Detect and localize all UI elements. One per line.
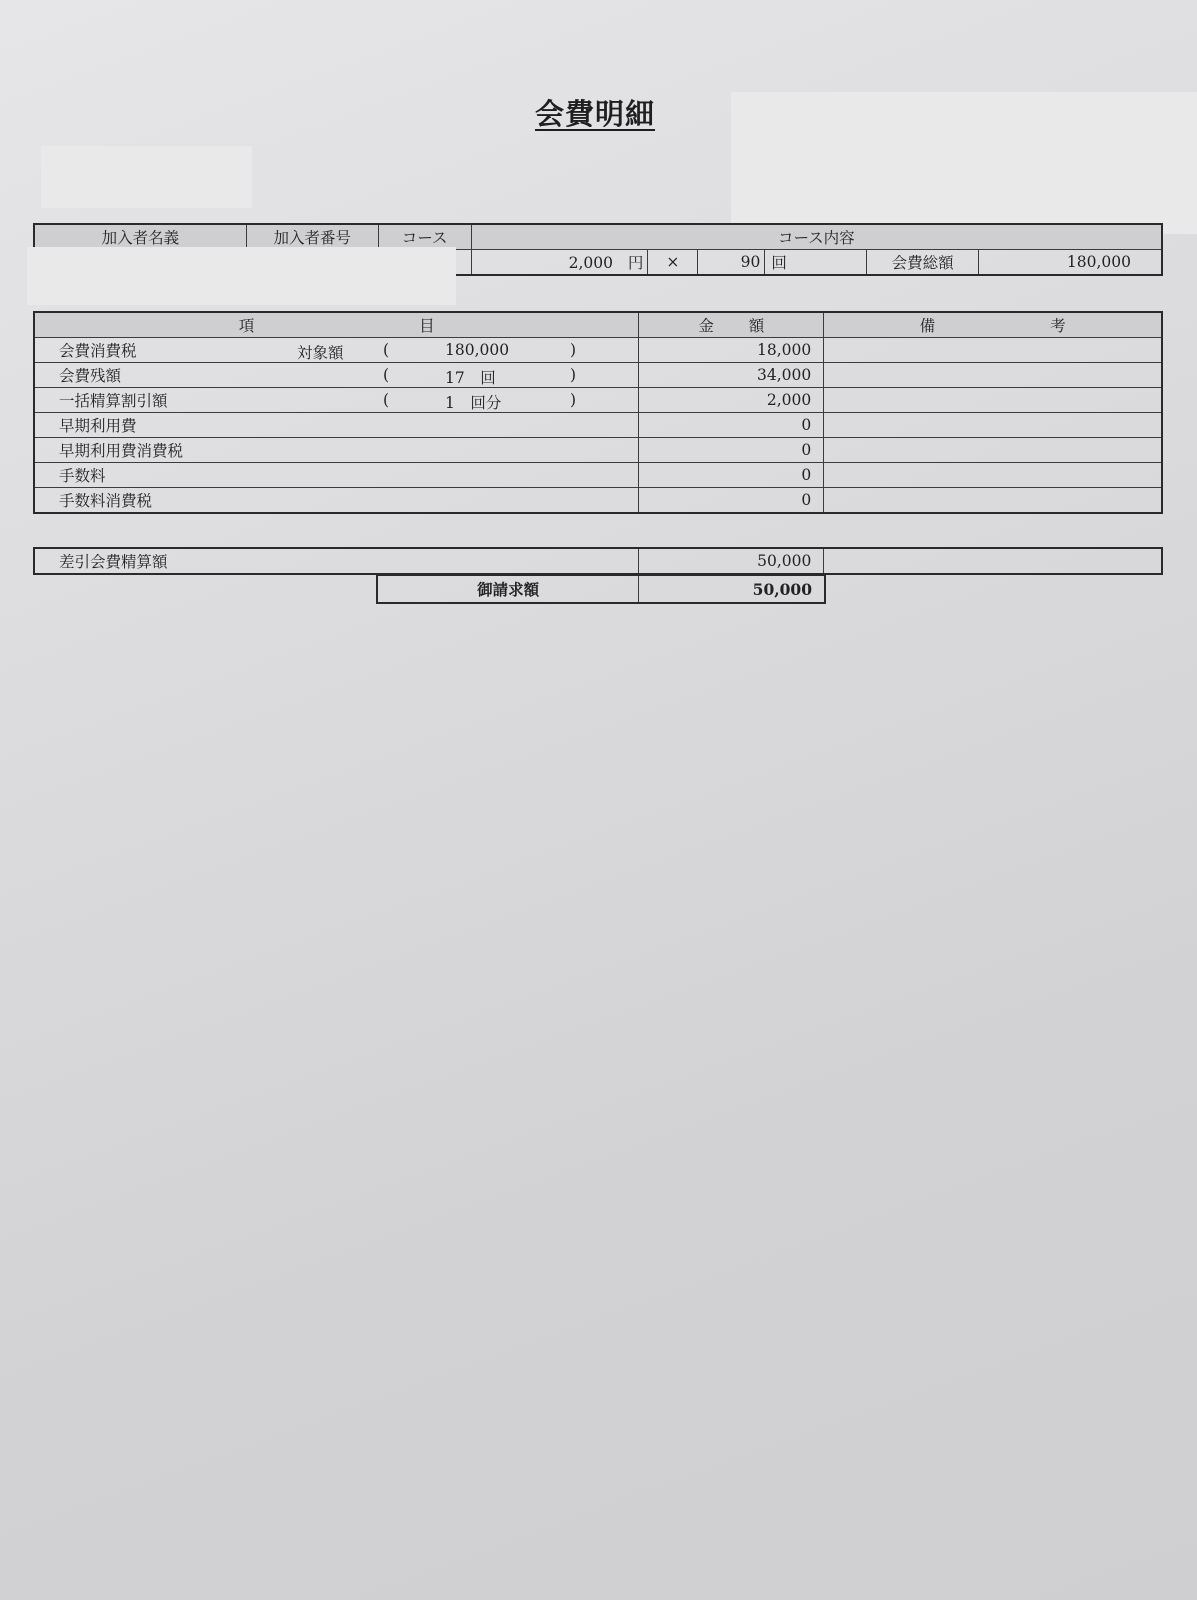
item-cell	[35, 363, 639, 388]
header-note	[824, 313, 1162, 338]
item-cell	[35, 388, 639, 413]
item-cell	[35, 463, 639, 488]
item-amount: 0	[639, 463, 824, 488]
total-label: 会費総額	[867, 250, 979, 275]
col-subscriber-name: 加入者名義	[35, 225, 247, 250]
item-label: 会費残額	[59, 367, 122, 385]
redacted-block-top-right	[731, 92, 1197, 234]
item-paren-open: (	[383, 366, 390, 384]
header-item	[35, 313, 639, 338]
redacted-block-left	[41, 146, 252, 208]
item-label: 一括精算割引額	[59, 392, 168, 410]
item-note	[824, 338, 1162, 363]
table-row	[35, 338, 1162, 363]
table-row	[35, 413, 1162, 438]
item-cell	[35, 488, 639, 513]
table-row	[35, 463, 1162, 488]
table-row	[35, 438, 1162, 463]
item-cell	[35, 438, 639, 463]
item-amount: 0	[639, 488, 824, 513]
invoice-label: 御請求額	[378, 576, 639, 603]
items-table	[34, 312, 1162, 513]
header-item-right: 目	[419, 317, 435, 335]
settlement-amount: 50,000	[639, 549, 824, 574]
item-paren-close: )	[570, 391, 577, 409]
item-label: 早期利用費消費税	[59, 442, 184, 460]
settlement-label: 差引会費精算額	[35, 549, 639, 574]
unit-amount: 2,000	[568, 254, 613, 272]
item-label: 早期利用費	[59, 417, 137, 435]
redacted-block-name	[27, 247, 456, 305]
header-note-left: 備	[919, 317, 936, 335]
course-count-label: 回	[765, 250, 867, 275]
item-note	[824, 488, 1162, 513]
col-subscriber-number: 加入者番号	[246, 225, 378, 250]
settlement-table	[34, 548, 1162, 574]
header-item-left: 項	[238, 317, 255, 335]
item-label: 会費消費税	[59, 342, 137, 360]
invoice-amount: 50,000	[639, 576, 825, 603]
item-note	[824, 438, 1162, 463]
table-row	[35, 388, 1162, 413]
item-paren-close: )	[570, 366, 577, 384]
col-course-detail: コース内容	[471, 225, 1161, 250]
settlement-note	[824, 549, 1162, 574]
item-label: 手数料	[59, 467, 106, 485]
item-amount: 0	[639, 438, 824, 463]
total-value: 180,000	[979, 250, 1162, 275]
course-count: 90	[698, 250, 765, 275]
header-amount	[639, 313, 824, 338]
item-paren-close: )	[570, 341, 577, 359]
item-label: 手数料消費税	[59, 492, 153, 510]
times-sign: ×	[648, 250, 698, 275]
col-course: コース	[378, 225, 471, 250]
item-cell	[35, 413, 639, 438]
item-sub-label: 対象額	[297, 344, 344, 362]
item-paren-open: (	[383, 341, 390, 359]
item-detail: 17 回	[445, 369, 496, 387]
item-paren-open: (	[383, 391, 390, 409]
item-note	[824, 413, 1162, 438]
table-row	[35, 488, 1162, 513]
table-row	[35, 363, 1162, 388]
header-note-right: 考	[1050, 317, 1066, 335]
invoice-table	[377, 575, 825, 603]
header-amount-left: 金	[698, 317, 714, 335]
item-amount: 0	[639, 413, 824, 438]
header-amount-right: 額	[748, 317, 765, 335]
document-title: 会費明細	[535, 97, 656, 131]
item-note	[824, 463, 1162, 488]
item-amount: 34,000	[639, 363, 824, 388]
item-note	[824, 363, 1162, 388]
item-amount: 18,000	[639, 338, 824, 363]
item-detail: 1 回分	[445, 394, 502, 412]
item-amount: 2,000	[639, 388, 824, 413]
item-cell	[35, 338, 639, 363]
item-note	[824, 388, 1162, 413]
unit-label: 円	[627, 254, 644, 272]
item-detail: 180,000	[445, 341, 510, 359]
